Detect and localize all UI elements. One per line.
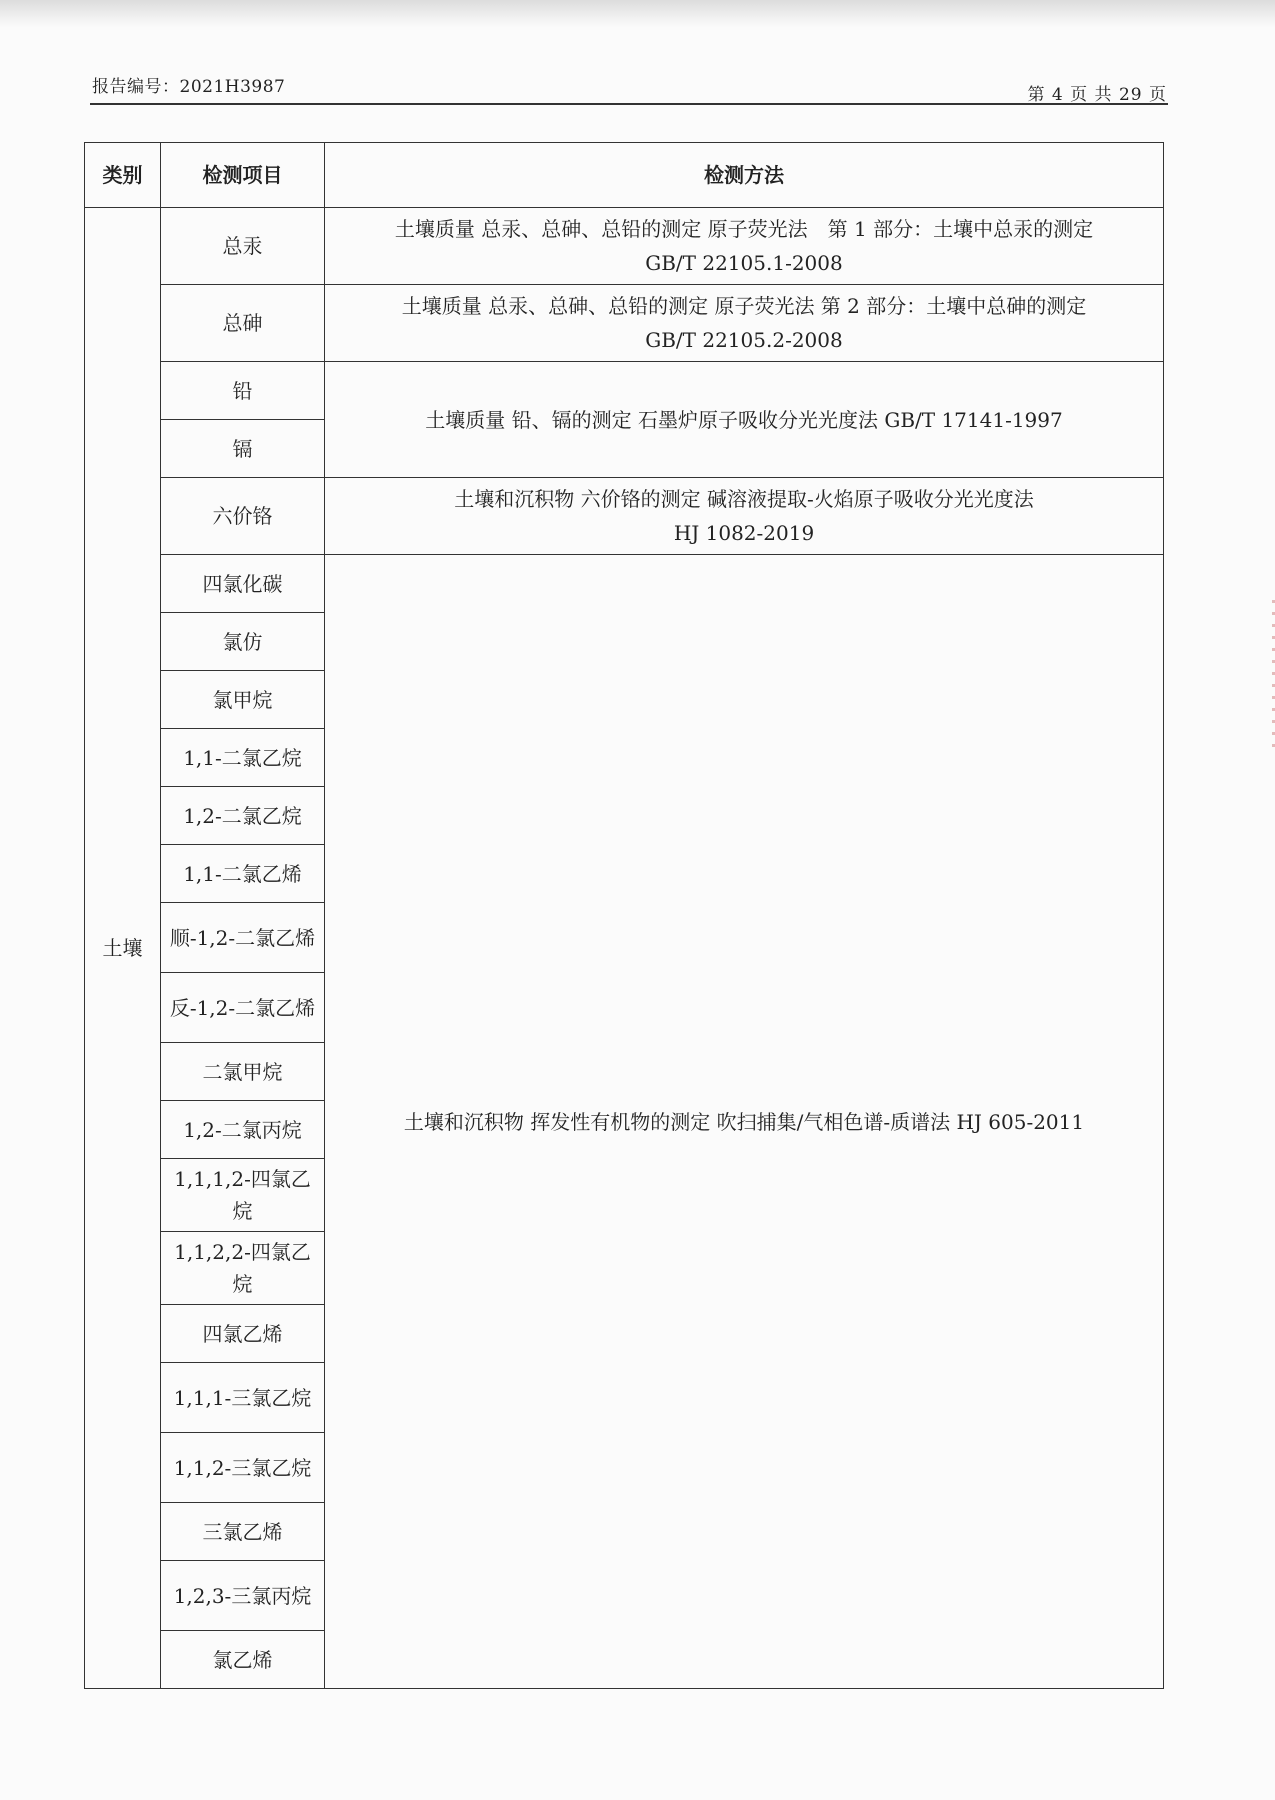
- report-number-label: 报告编号：: [92, 77, 180, 97]
- item-cell: 总汞: [161, 208, 325, 285]
- item-cell: 1,1-二氯乙烷: [161, 729, 325, 787]
- method-cell-arsenic: [325, 285, 1164, 362]
- method-standard: GB/T 22105.2-2008: [645, 328, 843, 352]
- item-cell: 总砷: [161, 285, 325, 362]
- header-divider: [90, 103, 1168, 105]
- item-cell: 反-1,2-二氯乙烯: [161, 973, 325, 1043]
- item-cell: 1,1-二氯乙烯: [161, 845, 325, 903]
- item-cell: 镉: [161, 420, 325, 478]
- method-standard: GB/T 22105.1-2008: [645, 251, 843, 275]
- item-cell: 二氯甲烷: [161, 1043, 325, 1101]
- item-cell: 1,2-二氯乙烷: [161, 787, 325, 845]
- item-cell: 四氯乙烯: [161, 1305, 325, 1363]
- test-methods-table: [84, 142, 1164, 1689]
- item-cell: 四氯化碳: [161, 555, 325, 613]
- table-row: [85, 478, 1164, 555]
- header-category: 类别: [85, 143, 161, 208]
- method-text: 土壤质量 总汞、总砷、总铅的测定 原子荧光法 第 2 部分：土壤中总砷的测定: [401, 294, 1087, 318]
- method-cell-voc: 土壤和沉积物 挥发性有机物的测定 吹扫捕集/气相色谱-质谱法 HJ 605-2011: [325, 555, 1164, 1689]
- report-number: [92, 72, 285, 97]
- method-cell-chromium: [325, 478, 1164, 555]
- category-cell: 土壤: [85, 208, 161, 1689]
- method-text: 土壤质量 总汞、总砷、总铅的测定 原子荧光法 第 1 部分：土壤中总汞的测定: [394, 217, 1094, 241]
- method-standard: HJ 1082-2019: [673, 521, 815, 545]
- report-number-value: 2021H3987: [179, 77, 286, 97]
- item-cell: 1,1,2-三氯乙烷: [161, 1433, 325, 1503]
- item-cell: 1,2,3-三氯丙烷: [161, 1561, 325, 1631]
- method-cell-lead-cadmium: 土壤质量 铅、镉的测定 石墨炉原子吸收分光光度法 GB/T 17141-1997: [325, 362, 1164, 478]
- item-cell: 顺-1,2-二氯乙烯: [161, 903, 325, 973]
- method-text: 土壤和沉积物 六价铬的测定 碱溶液提取-火焰原子吸收分光光度法: [454, 487, 1034, 511]
- table-row: [85, 285, 1164, 362]
- item-cell: 氯甲烷: [161, 671, 325, 729]
- item-cell: 1,1,1-三氯乙烷: [161, 1363, 325, 1433]
- item-cell: 氯乙烯: [161, 1631, 325, 1689]
- method-cell-mercury: [325, 208, 1164, 285]
- header-test-method: 检测方法: [325, 143, 1164, 208]
- item-cell: 1,1,2,2-四氯乙烷: [161, 1232, 325, 1305]
- item-cell: 铅: [161, 362, 325, 420]
- header-test-item: 检测项目: [161, 143, 325, 208]
- table-row: [85, 555, 1164, 613]
- table-header-row: [85, 143, 1164, 208]
- table-row: [85, 362, 1164, 420]
- item-cell: 六价铬: [161, 478, 325, 555]
- item-cell: 1,2-二氯丙烷: [161, 1101, 325, 1159]
- item-cell: 1,1,1,2-四氯乙烷: [161, 1159, 325, 1232]
- item-cell: 三氯乙烯: [161, 1503, 325, 1561]
- item-cell: 氯仿: [161, 613, 325, 671]
- page-indicator: 第 4 页 共 29 页: [1027, 85, 1167, 105]
- scan-shadow: [0, 0, 1275, 28]
- table-row: [85, 208, 1164, 285]
